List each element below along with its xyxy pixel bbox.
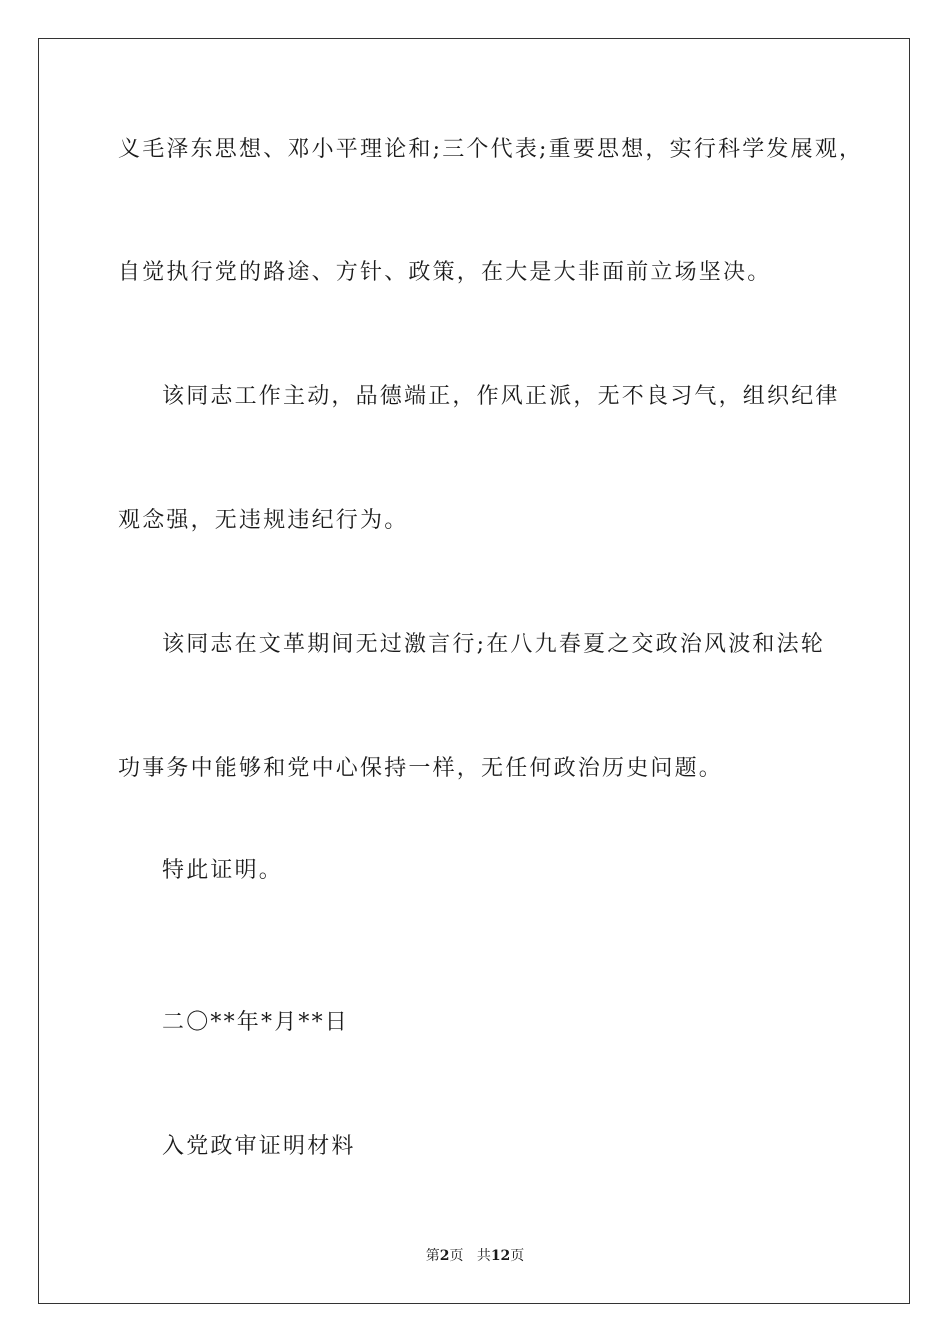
date-line: 二〇**年*月**日 (162, 1010, 350, 1035)
footer-total-suffix: 页 (510, 1248, 525, 1264)
footer-total-prefix: 共 (476, 1248, 491, 1264)
body-line-2: 自觉执行党的路途、方针、政策，在大是大非面前立场坚决。 (118, 260, 772, 285)
body-line-3: 该同志工作主动，品德端正，作风正派，无不良习气，组织纪律 (162, 384, 840, 409)
body-line-5: 该同志在文革期间无过激言行;在八九春夏之交政治风波和法轮 (162, 632, 826, 657)
footer-page-number: 2 (439, 1248, 450, 1264)
page-footer (0, 1246, 950, 1266)
body-line-1: 义毛泽东思想、邓小平理论和;三个代表;重要思想，实行科学发展观， (118, 137, 864, 162)
footer-total-pages: 12 (490, 1248, 511, 1264)
section-heading: 入党政审证明材料 (162, 1134, 356, 1159)
closing-statement: 特此证明。 (162, 858, 284, 883)
footer-page-suffix: 页 (449, 1248, 464, 1264)
body-line-6: 功事务中能够和党中心保持一样，无任何政治历史问题。 (118, 756, 724, 781)
footer-page-prefix: 第 (425, 1248, 440, 1264)
body-line-4: 观念强，无违规违纪行为。 (118, 508, 409, 533)
page-frame (38, 38, 910, 1304)
